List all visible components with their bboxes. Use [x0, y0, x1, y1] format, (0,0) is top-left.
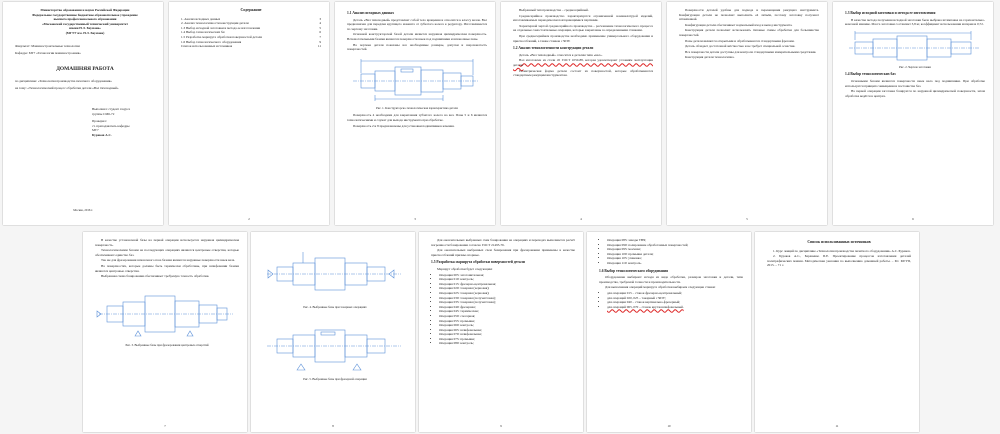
page-number: 10	[667, 424, 671, 429]
list-item: • Операция 105: упаковка;	[607, 256, 743, 261]
list-item: • Операция 080: контроль;	[439, 341, 575, 346]
student-line: Бураков А.С.	[92, 132, 112, 137]
paragraph: Оборудование выбирают исходя из вида обработки, размеров заготовки и детали, типа производства, требуемой точности и производительности.	[599, 275, 743, 284]
turning-bases-drawing	[263, 248, 405, 304]
shaft-drawing	[347, 55, 485, 105]
page-10	[587, 232, 751, 432]
paragraph: Деталь «Вал тихоходный» представляет собой тело вращения и относится к классу валов. Вал предназначен для передачи крутящего момента от зубчатого колеса к редуктору. Изготавливается по чертежу заготовки.	[347, 17, 487, 31]
paragraph	[513, 58, 653, 67]
page-3	[335, 2, 495, 225]
paragraph: Технологическими базами на последующих операциях являются центровые отверстия, которые обеспечивают единство баз.	[95, 248, 239, 257]
paragraph: На поверхностях, которые должны быть термически обработаны, при шлифовании базами являются центровые отверстия.	[95, 263, 239, 273]
milling-bases-drawing	[263, 320, 405, 376]
blank-drawing-figure	[845, 30, 985, 70]
paragraph: Для окончательных выбранных схем базирования при фрезеровании применены в качестве приспособлений призмы опорные.	[431, 248, 575, 257]
list-item: • Операция 095: моечная;	[607, 247, 743, 252]
paragraph: Выбранный тип производства – среднесерийный.	[519, 8, 589, 12]
figure-caption: Рис. 4. Выбранные базы при токарных операциях	[303, 305, 367, 309]
paragraph: Для окончательных выбранных схем базирования на операциях и переходах выполняется расчёт погрешности базирования согласно ГОСТ 21495-76.	[431, 238, 575, 247]
section-heading: 1.6 Выбор технологического оборудования	[599, 268, 668, 273]
toc-item[interactable]: 1.6 Выбор технологического оборудования 9	[181, 39, 321, 44]
paragraph: Основной конструкторской базой детали является наружная цилиндрическая поверхность. Вспомогательными базами являются поверхности шеек под подшипники и шпоночные пазы.	[347, 32, 487, 41]
list-item: • Операция 025: токарная (черновая);	[439, 291, 575, 296]
paragraph: Все поверхности детали доступны для контроля стандартными измерительными средствами.	[685, 49, 817, 54]
list-item: • Операция 045: термическая;	[439, 309, 575, 314]
paragraph: В качестве метода получения исходной заготовки была выбрана штамповка на горизонтально-ковочной машине. Масса заготовки составляет 3,8 кг, коэффициент использования материала 0,72.	[845, 17, 985, 27]
university-abbr: (МГТУ им. Н.Э. Баумана)	[65, 30, 105, 35]
shaft-drawing-figure	[347, 55, 487, 111]
operations-list	[431, 273, 575, 347]
list-item: • для операций 020, 025 – токарный с ЧПУ;	[607, 296, 743, 301]
list-item: • Операция 075: промывка;	[439, 337, 575, 342]
list-item: • для операции 015 – станок фрезерно-центровальный;	[607, 291, 743, 296]
figure-caption: Рис. 1. Конструкторско-технологическая характеристика детали	[376, 105, 458, 110]
list-item: • Операция 070: шлифовальная;	[439, 332, 575, 337]
page-number: 4	[580, 217, 582, 222]
page-number: 6	[912, 217, 914, 222]
faculty-line: Факультет: Машиностроительные технологии	[15, 43, 80, 48]
page-11	[755, 232, 919, 432]
figure-caption: Рис. 2. Чертеж заготовки	[899, 64, 931, 69]
institution-line-2: высшего профессионального образования	[53, 17, 117, 22]
toc-heading: Содержание	[240, 8, 262, 12]
list-item	[607, 305, 743, 310]
figure-caption: Рис. 5. Выбранные базы при фрезерной операции	[303, 376, 367, 381]
machines-list	[599, 291, 743, 309]
page-number: 3	[414, 217, 416, 222]
toc-item[interactable]: 1. Анализ исходных данных 3	[181, 16, 321, 21]
list-item: • Операция 055: промывка;	[439, 319, 575, 324]
student-line: группы СМ6-72	[92, 111, 115, 116]
toc-item[interactable]: 1.4 Выбор технологических баз 6	[181, 30, 321, 35]
highlighted-text: Вал изготовлен из стали 45 ГОСТ 1050-88, которая удовлетворяет условиям эксплуатации детали.	[513, 58, 653, 67]
reference-item: 2. Бураков А.С., Бараненко П.Е. Проектирование процессов изготовления деталей полиграфических машин. Методические указания по выполнению домашней работы. – М.: МГУП, 2015. – 71 с.	[767, 254, 911, 268]
paragraph: Среднесерийное производство характеризуется ограниченной номенклатурой изделий, изготавливаемых периодически повторяющимися партиями.	[513, 13, 653, 23]
university-line: «Московский государственный технический университет	[42, 21, 128, 26]
blank-drawing	[845, 30, 983, 64]
page-7	[83, 232, 247, 432]
paragraph: Конструкция детали технологична.	[685, 55, 735, 60]
paragraph: Характерной чертой среднесерийного производства – расчленение технологического процесса на отдельные самостоятельные операции, которые закреплены за определенными станками.	[513, 23, 653, 33]
paragraph: Выбранная схема базирования обеспечивает требуемую точность обработки.	[101, 274, 210, 279]
paragraph: Основными базами являются поверхности шеек вала под подшипники. При обработке используется принцип совмещения и постоянства баз.	[845, 78, 985, 88]
page-number: 7	[164, 424, 166, 429]
paragraph: Поверхность 4 необходима для закрепления зубчатого колеса на вал. Пазы 5 и 6 являются технологическими и служат для выхода инструмента при обработке.	[347, 113, 487, 122]
list-item: • Операция 060: контроль;	[439, 323, 575, 328]
section-heading: 1.3 Выбор исходной заготовки и метода ее изготовления	[845, 11, 936, 15]
student-line: Проверил:	[92, 119, 107, 124]
list-item: • Операция 050: слесарная;	[439, 314, 575, 319]
page-number: 2	[248, 217, 250, 222]
university-line-2: имени Н.Э. Баумана»	[69, 26, 101, 31]
page-toc	[169, 2, 329, 225]
student-line: МТ7	[92, 128, 99, 133]
city-year: Москва, 2016 г.	[73, 208, 93, 213]
page-number: 8	[332, 424, 334, 429]
list-item: • Операция 010: контроль;	[439, 277, 575, 282]
department-line: Кафедра: МТ7 «Технологии машиностроения»	[15, 51, 81, 56]
page-9	[419, 232, 583, 432]
student-line: Выполнил: студент 4 курса	[92, 106, 131, 111]
section-heading: 1.4 Выбор технологических баз	[845, 72, 896, 77]
page-title-sheet	[3, 2, 163, 225]
list-item: • Операция 065: шлифовальная;	[439, 328, 575, 333]
page-number: 9	[500, 424, 502, 429]
base-scheme-drawing	[95, 282, 237, 342]
paragraph: Маршрут обработки будет следующим:	[437, 266, 493, 271]
list-item: • для операции 040 – станок вертикально-фрезерный;	[607, 300, 743, 305]
list-item: • Операция 100: промывка детали;	[607, 252, 743, 257]
list-item: • Операция 030: токарная (получистовая);	[439, 296, 575, 301]
list-item: • Операция 085: заводы ТВЧ;	[607, 238, 743, 243]
reference-item: 1. Курс лекций по дисциплине «Технология производства печатного оборудования» А.С. Бураков.	[773, 248, 911, 253]
paragraph: При среднесерийном производстве необходимо применение универсального оборудования и приспособлений, а также станков с ЧПУ.	[513, 33, 653, 43]
list-item: • Операция 035: токарная (получистовая);	[439, 300, 575, 305]
page-8	[251, 232, 415, 432]
paragraph: Конструкция детали позволяет использовать типовые схемы обработки для большинства поверхностей.	[679, 28, 819, 37]
paragraph: Пазы детали являются открытыми и обрабатываются стандартными фрезами.	[685, 38, 795, 43]
paragraph: На чертеже детали показаны все необходимые размеры, допуски и шероховатость поверхностей.	[347, 42, 487, 52]
ministry-line: Министерство образования и науки Российской Федерации	[40, 8, 130, 12]
page-5	[667, 2, 827, 225]
page-number: 5	[746, 217, 748, 222]
page-number: 11	[835, 424, 839, 429]
institution-line-1: Федеральное государственное бюджетное образовательное учреждение	[32, 12, 138, 17]
figure-caption: Рис. 3. Выбранные базы при фрезеровании центровых отверстий	[125, 342, 209, 347]
toc-item[interactable]: 2. Анализ технологичности конструкции детали 4	[181, 21, 321, 26]
section-heading: 1.1 Анализ исходных данных	[347, 11, 395, 15]
student-line: ст. преподаватель кафедры	[92, 123, 130, 128]
turning-bases-figure	[263, 248, 407, 310]
section-heading: 1.2 Анализ технологичности конструкции детали	[513, 46, 594, 51]
list-item: • Операция 110: контроль.	[607, 261, 743, 266]
list-item: • Операция 020: токарная (черновая);	[439, 286, 575, 291]
list-item: • Операция 015: фрезерно-центровальная;	[439, 282, 575, 287]
toc-item[interactable]: 1.5 Разработка маршрута обработки поверхностей детали 7	[181, 34, 321, 39]
page-6	[833, 2, 993, 225]
paragraph: На первой операции заготовка базируется по наружной цилиндрической поверхности, затем обработка ведётся в центрах.	[845, 89, 985, 98]
base-scheme-figure	[95, 282, 239, 348]
paragraph: Поверхность 2 и 8 предназначены для установки подшипников качения.	[353, 123, 455, 128]
page-4	[501, 2, 661, 225]
list-item: • Операция 090: полирование обработанных поверхностей;	[607, 243, 743, 248]
paragraph: Деталь обладает достаточной жёсткостью и не требует специальной оснастки.	[685, 44, 796, 49]
paragraph: Так же для фрезерования шпоночного паза базами являются наружные поверхности шеек вала.	[101, 258, 236, 263]
discipline-line: по дисциплине: «Технология производства печатного оборудования»	[15, 78, 112, 83]
document-title: ДОМАШНЯЯ РАБОТА	[56, 65, 114, 72]
operations-list-continued	[599, 238, 743, 266]
topic-line: на тему: «Технологический процесс обработки детали «Вал тихоходный»	[15, 86, 119, 91]
highlighted-text: для операций 065, 070 – станок круглошлифовальный.	[607, 304, 684, 309]
paragraph: В качестве установочной базы на первой операции используется наружная цилиндрическая поверхность.	[95, 238, 239, 247]
list-item: • Операция 005: заготовительная;	[439, 273, 575, 278]
paragraph: Геометрическая форма детали состоит из поверхностей, которые обрабатываются стандартным режущим инструментом.	[513, 68, 653, 78]
paragraph: Поверхности деталей удобны для подвода и перемещения режущего инструмента. Конфигурация детали не позволяет выполнять её литьём, поэтому заготовку получают штамповкой.	[679, 8, 819, 22]
section-heading: 1.5 Разработка маршрута обработки поверхностей детали	[431, 260, 525, 265]
milling-bases-figure	[263, 320, 407, 382]
paragraph: Для выполнения операций маршрута обработки выбираем следующие станки:	[605, 285, 716, 290]
list-item: • Операция 040: фрезерная;	[439, 305, 575, 310]
references-heading: Список использованных источников	[807, 240, 871, 244]
student-block	[92, 107, 155, 138]
toc-item[interactable]: 1.3 Выбор исходной заготовки и метода ее изготовления 5	[181, 25, 321, 30]
paragraph: Конфигурация детали обеспечивает нормальный вход и выход инструмента.	[685, 22, 793, 27]
toc-item[interactable]: Список использованных источников 11	[181, 44, 321, 49]
paragraph: Деталь «Вал тихоходный» относится к деталям типа «вал».	[519, 52, 603, 57]
